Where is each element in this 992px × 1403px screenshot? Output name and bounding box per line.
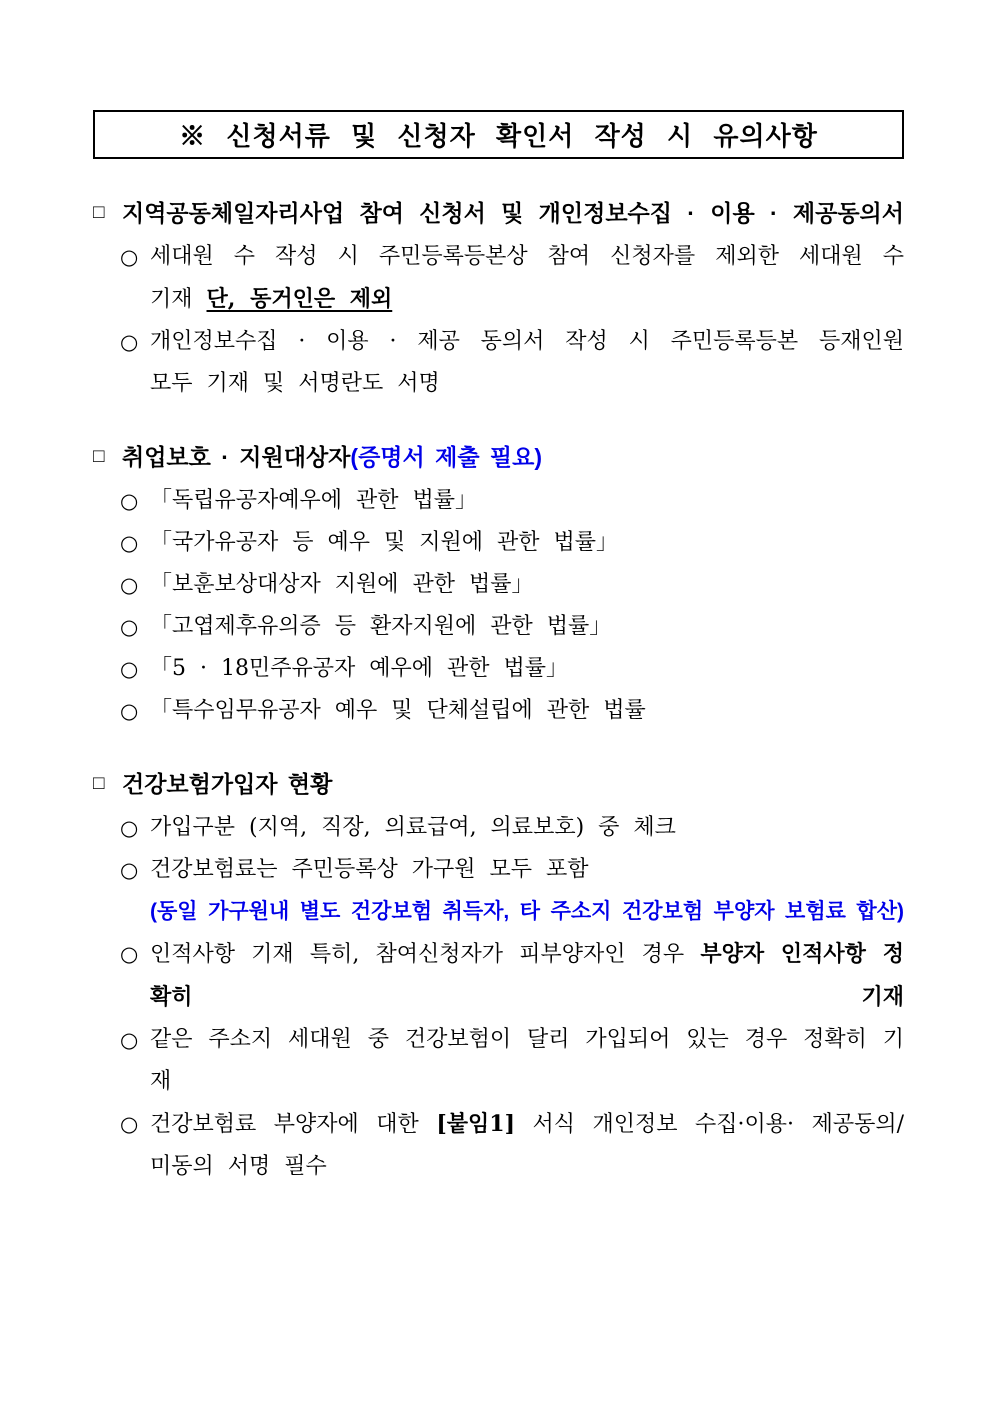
item-line: 세대원 수 작성 시 주민등록등본상 참여 신청자를 제외한 세대원 수 <box>150 244 904 269</box>
circle-bullet-icon: ○ <box>120 531 139 555</box>
circle-bullet-icon: ○ <box>120 245 139 269</box>
item-line: 「보훈보상대상자 지원에 관한 법률」 <box>150 572 534 597</box>
note-insurance-premium-sum: (동일 가구원내 별도 건강보험 취득자, 타 주소지 건강보험 부양자 보험료 합산) <box>150 900 904 923</box>
item-line-prefix: 인적사항 기재 특히, 참여신청자가 피부양자인 경우 <box>150 942 701 967</box>
emphasis-cohabitant-excluded: 단, 동거인은 제외 <box>206 286 393 312</box>
item-line <box>150 278 904 321</box>
section-heading <box>93 766 904 802</box>
emphasis-attachment-1: [붙임1] <box>436 1111 515 1137</box>
list-item <box>93 690 904 732</box>
item-text <box>150 849 904 891</box>
square-bullet-icon: □ <box>93 773 105 794</box>
item-text <box>150 522 904 564</box>
section-heading <box>93 195 904 231</box>
section-heading-text <box>122 439 904 475</box>
item-line: 모두 기재 및 서명란도 서명 <box>150 371 440 396</box>
item-line-suffix: 서식 개인정보 수집·이용· 제공동의/ <box>514 1112 904 1137</box>
list-item <box>93 807 904 849</box>
section-heading <box>93 439 904 475</box>
item-line: 「고엽제후유의증 등 환자지원에 관한 법률」 <box>150 614 612 639</box>
list-item <box>93 236 904 321</box>
item-text <box>150 648 904 690</box>
item-line: 「5 · 18민주유공자 예우에 관한 법률」 <box>150 656 568 681</box>
item-text <box>150 236 904 321</box>
item-text <box>150 606 904 648</box>
list-item <box>93 648 904 690</box>
item-line: 「특수임무유공자 예우 및 단체설립에 관한 법률 <box>150 698 646 723</box>
item-text <box>150 480 904 522</box>
item-text <box>150 807 904 849</box>
circle-bullet-icon: ○ <box>120 657 139 681</box>
circle-bullet-icon: ○ <box>120 489 139 513</box>
emphasis-provider-details: 부양자 인적사항 정확히 기재 <box>150 941 904 1010</box>
section-heading-main: 취업보호 · 지원대상자 <box>122 444 351 470</box>
list-item <box>93 606 904 648</box>
page-title: ※ 신청서류 및 신청자 확인서 작성 시 유의사항 <box>179 121 818 151</box>
item-line: 「국가유공자 등 예우 및 지원에 관한 법률」 <box>150 530 618 555</box>
list-item <box>93 564 904 606</box>
item-text <box>150 564 904 606</box>
list-item <box>93 1019 904 1103</box>
item-text <box>150 1019 904 1103</box>
item-line: 미동의 서명 필수 <box>150 1154 327 1179</box>
section-health-insurance <box>93 766 904 1188</box>
item-line <box>150 933 904 1019</box>
section-heading-text: 지역공동체일자리사업 참여 신청서 및 개인정보수집 · 이용 · 제공동의서 <box>122 200 904 226</box>
list-item <box>93 480 904 522</box>
list-item <box>93 1103 904 1188</box>
section-heading-note-blue: (증명서 제출 필요) <box>350 444 543 470</box>
item-line: 같은 주소지 세대원 중 건강보험이 달리 가입되어 있는 경우 정확히 기재 <box>150 1027 904 1094</box>
circle-bullet-icon: ○ <box>120 330 139 354</box>
square-bullet-icon: □ <box>93 446 105 467</box>
item-text <box>150 1103 904 1188</box>
section-employment-protection <box>93 439 904 732</box>
circle-bullet-icon: ○ <box>120 1028 139 1052</box>
section-heading-text: 건강보험가입자 현황 <box>122 771 333 797</box>
item-line: 「독립유공자예우에 관한 법률」 <box>150 488 478 513</box>
circle-bullet-icon: ○ <box>120 1112 139 1136</box>
item-line <box>150 1103 904 1146</box>
section-application-docs <box>93 195 904 405</box>
item-text <box>150 933 904 1019</box>
list-item <box>93 849 904 891</box>
item-text <box>150 690 904 732</box>
item-line: 개인정보수집 · 이용 · 제공 동의서 작성 시 주민등록등본 등재인원 <box>150 329 904 354</box>
item-line: 건강보험료는 주민등록상 가구원 모두 포함 <box>150 857 589 882</box>
item-line-prefix: 기재 <box>150 287 207 312</box>
list-item <box>93 321 904 405</box>
circle-bullet-icon: ○ <box>120 858 139 882</box>
item-line-prefix: 건강보험료 부양자에 대한 <box>150 1112 437 1137</box>
list-item <box>93 522 904 564</box>
square-bullet-icon: □ <box>93 202 105 223</box>
notice-title-box <box>93 110 904 159</box>
list-item <box>93 933 904 1019</box>
item-text <box>150 321 904 405</box>
circle-bullet-icon: ○ <box>120 615 139 639</box>
item-line: 가입구분 (지역, 직장, 의료급여, 의료보호) 중 체크 <box>150 815 676 840</box>
circle-bullet-icon: ○ <box>120 816 139 840</box>
circle-bullet-icon: ○ <box>120 699 139 723</box>
circle-bullet-icon: ○ <box>120 942 139 966</box>
circle-bullet-icon: ○ <box>120 573 139 597</box>
